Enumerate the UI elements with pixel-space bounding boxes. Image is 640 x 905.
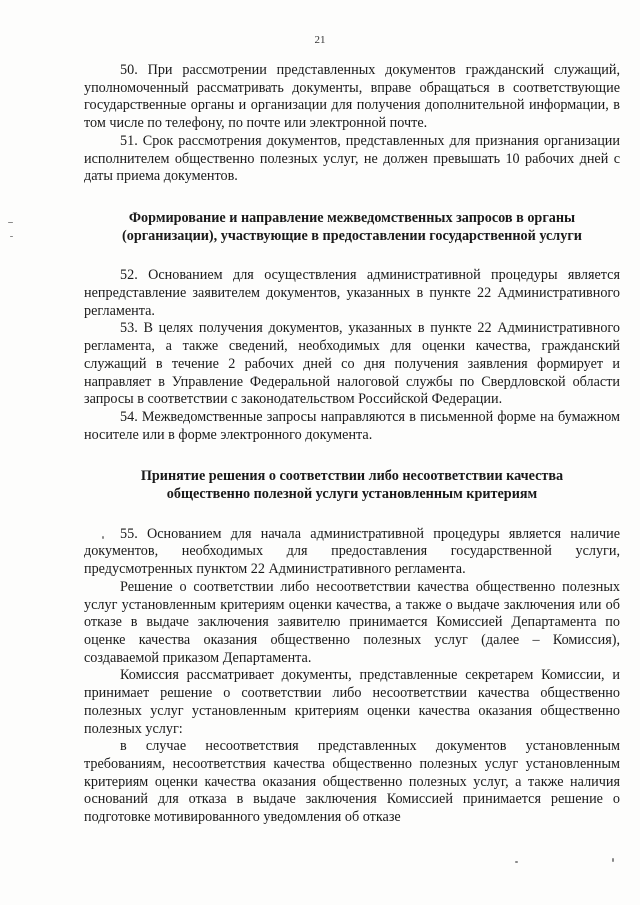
document-body (84, 62, 620, 827)
section-heading-line: общественно полезной услуги установленным критериям (166, 486, 538, 503)
scan-speck (10, 236, 13, 237)
scan-speck (515, 861, 518, 863)
paragraph-54: 54. Межведомственные запросы направляются в письменной форме на бумажном носителе или в форме электронного документа. (84, 408, 620, 443)
paragraph-commission-review: Комиссия рассматривает документы, представленные секретарем Комиссии, и принимает решение о соответствии либо несоответствии качества общественно полезных услуг установленным критериям оценки качества оказания общественно полезных услуг: (84, 667, 620, 737)
section-heading-line: (организации), участвующие в предоставлении государственной услуги (122, 227, 582, 244)
section-heading-line: Принятие решения о соответствии либо несоответствии качества (140, 468, 564, 485)
paragraph-52: 52. Основанием для осуществления административной процедуры является непредставление заявителем документов, указанных в пункте 22 Административного регламента. (84, 267, 620, 319)
scan-speck (612, 858, 614, 862)
section-heading-line: Формирование и направление межведомственных запросов в органы (128, 209, 576, 226)
paragraph-55: 55. Основанием для начала административной процедуры является наличие документов, необходимых для предоставления государственной услуги, предусмотренных пунктом 22 Административного регламента. (84, 525, 620, 578)
paragraph-53: 53. В целях получения документов, указанных в пункте 22 Административного регламента, а также сведений, необходимых для оценки качества, гражданский служащий в течение 2 рабочих дней со дня получения заявления формирует и направляет в Управление Федеральной налоговой службы по Свердловской области запросы в соответствии с законодательством Российской Федерации. (84, 320, 620, 408)
paragraph-51: 51. Срок рассмотрения документов, представленных для признания организации исполнителем общественно полезных услуг, не должен превышать 10 рабочих дней с даты приема документов. (84, 132, 620, 185)
scan-speck (8, 222, 13, 223)
paragraph-commission-decision: Решение о соответствии либо несоответствии качества общественно полезных услуг установленным критериям оценки качества, а также о выдаче заключения или об отказе в выдаче заключения заявителю принимается Комиссией Департамента по оценке качества оказания общественно полезных услуг (далее – Комиссия), создаваемой приказом Департамента. (84, 578, 620, 666)
scan-speck (102, 536, 104, 539)
page-number: 21 (314, 34, 326, 46)
paragraph-50: 50. При рассмотрении представленных документов гражданский служащий, уполномоченный рассматривать документы, вправе обращаться в соответствующие государственные органы и организации для получения дополнительной информации, в том числе по телефону, по почте или электронной почте. (84, 62, 620, 132)
section-heading-interagency-requests (84, 210, 620, 245)
paragraph-nonconformity-case: в случае несоответствия представленных документов установленным требованиям, несоответствия качества общественно полезных услуг установленным критериям оценки качества оказания общественно полезных услуг, а также наличия оснований для отказа в выдаче заключения Комиссией принимается решение о подготовке мотивированного уведомления об отказе (84, 738, 620, 826)
section-heading-quality-decision (84, 468, 620, 503)
